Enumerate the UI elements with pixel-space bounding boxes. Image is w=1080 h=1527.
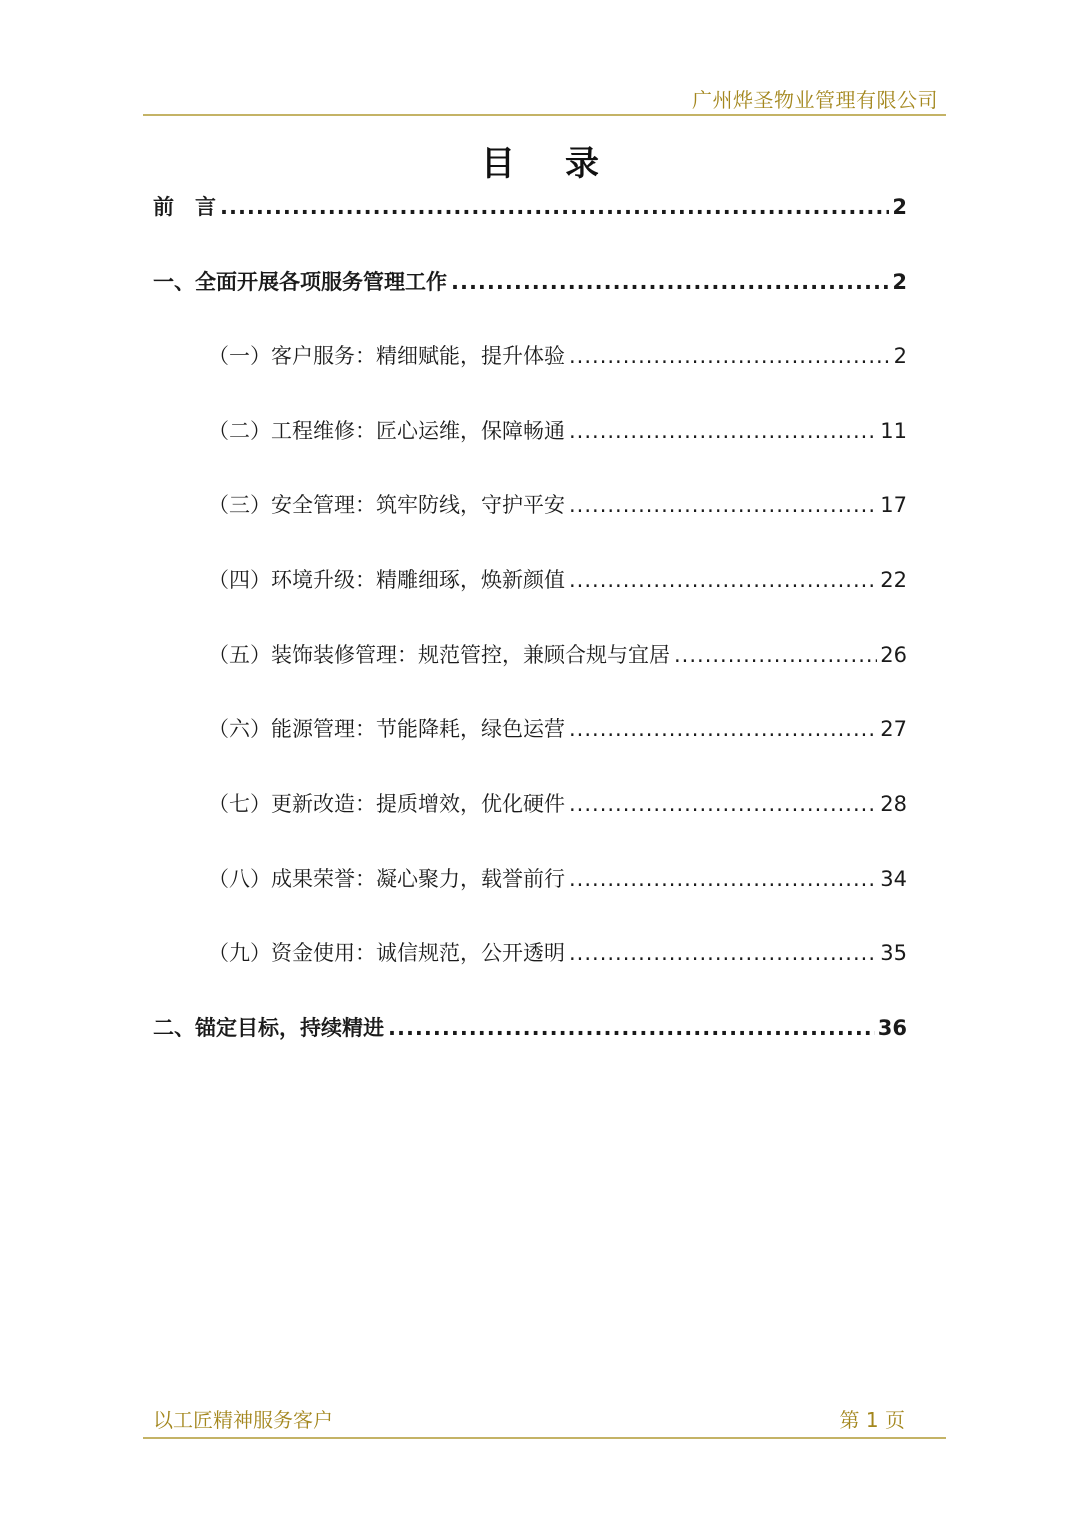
toc-entry-subsection-2[interactable] bbox=[208, 416, 907, 446]
toc-entry-subsection-7[interactable] bbox=[208, 789, 907, 819]
footer-motto: 以工匠精神服务客户 bbox=[153, 1408, 333, 1432]
toc-leader-dots bbox=[569, 864, 877, 894]
toc-leader-dots bbox=[569, 341, 891, 371]
toc-entry-preface[interactable] bbox=[153, 192, 907, 222]
footer-divider bbox=[143, 1437, 946, 1439]
toc-entry-subsection-1[interactable] bbox=[208, 341, 907, 371]
toc-leader-dots bbox=[451, 267, 889, 297]
toc-entry-label: （二）工程维修：匠心运维，保障畅通 bbox=[208, 419, 565, 443]
toc-entry-page: 34 bbox=[880, 867, 907, 891]
toc-entry-label: 一、全面开展各项服务管理工作 bbox=[153, 270, 447, 294]
toc-entry-label: （六）能源管理：节能降耗，绿色运营 bbox=[208, 717, 565, 741]
toc-leader-dots bbox=[569, 416, 877, 446]
header-divider bbox=[143, 114, 946, 116]
toc-entry-page: 28 bbox=[880, 792, 907, 816]
toc-entry-label: （八）成果荣誉：凝心聚力，载誉前行 bbox=[208, 867, 565, 891]
title-char-1: 目 bbox=[481, 144, 515, 184]
footer-page-number: 第 1 页 bbox=[839, 1408, 905, 1432]
toc-entry-page: 2 bbox=[892, 270, 907, 294]
toc-entry-label: 前 言 bbox=[153, 195, 216, 219]
toc-entry-page: 11 bbox=[880, 419, 907, 443]
title-char-2: 录 bbox=[565, 144, 599, 184]
toc-entry-section-1[interactable] bbox=[153, 267, 907, 297]
toc-entry-label: （九）资金使用：诚信规范，公开透明 bbox=[208, 941, 565, 965]
toc-entry-label: 二、锚定目标，持续精进 bbox=[153, 1016, 384, 1040]
toc-leader-dots bbox=[569, 789, 877, 819]
toc-entry-subsection-4[interactable] bbox=[208, 565, 907, 595]
toc-leader-dots bbox=[674, 640, 877, 670]
toc-entry-subsection-5[interactable] bbox=[208, 640, 907, 670]
toc-leader-dots bbox=[569, 714, 877, 744]
toc-leader-dots bbox=[388, 1013, 875, 1043]
toc-entry-page: 2 bbox=[892, 195, 907, 219]
toc-leader-dots bbox=[220, 192, 889, 222]
toc-entry-page: 27 bbox=[880, 717, 907, 741]
toc-entry-page: 26 bbox=[880, 643, 907, 667]
toc-entry-subsection-8[interactable] bbox=[208, 864, 907, 894]
page-title bbox=[0, 136, 1080, 185]
toc-entry-subsection-9[interactable] bbox=[208, 938, 907, 968]
toc-entry-subsection-6[interactable] bbox=[208, 714, 907, 744]
toc-entry-label: （七）更新改造：提质增效，优化硬件 bbox=[208, 792, 565, 816]
toc-entry-label: （三）安全管理：筑牢防线，守护平安 bbox=[208, 493, 565, 517]
toc-entry-section-2[interactable] bbox=[153, 1013, 907, 1043]
toc-entry-label: （一）客户服务：精细赋能，提升体验 bbox=[208, 344, 565, 368]
toc-entry-subsection-3[interactable] bbox=[208, 490, 907, 520]
toc-entry-label: （四）环境升级：精雕细琢，焕新颜值 bbox=[208, 568, 565, 592]
toc-entry-page: 17 bbox=[880, 493, 907, 517]
toc-leader-dots bbox=[569, 490, 877, 520]
toc-leader-dots bbox=[569, 938, 877, 968]
toc-entry-page: 36 bbox=[877, 1016, 907, 1040]
toc-entry-label: （五）装饰装修管理：规范管控，兼顾合规与宜居 bbox=[208, 643, 670, 667]
header-company-name: 广州烨圣物业管理有限公司 bbox=[692, 88, 938, 112]
toc-leader-dots bbox=[569, 565, 877, 595]
toc-entry-page: 35 bbox=[880, 941, 907, 965]
toc-entry-page: 2 bbox=[893, 344, 907, 368]
toc-entry-page: 22 bbox=[880, 568, 907, 592]
